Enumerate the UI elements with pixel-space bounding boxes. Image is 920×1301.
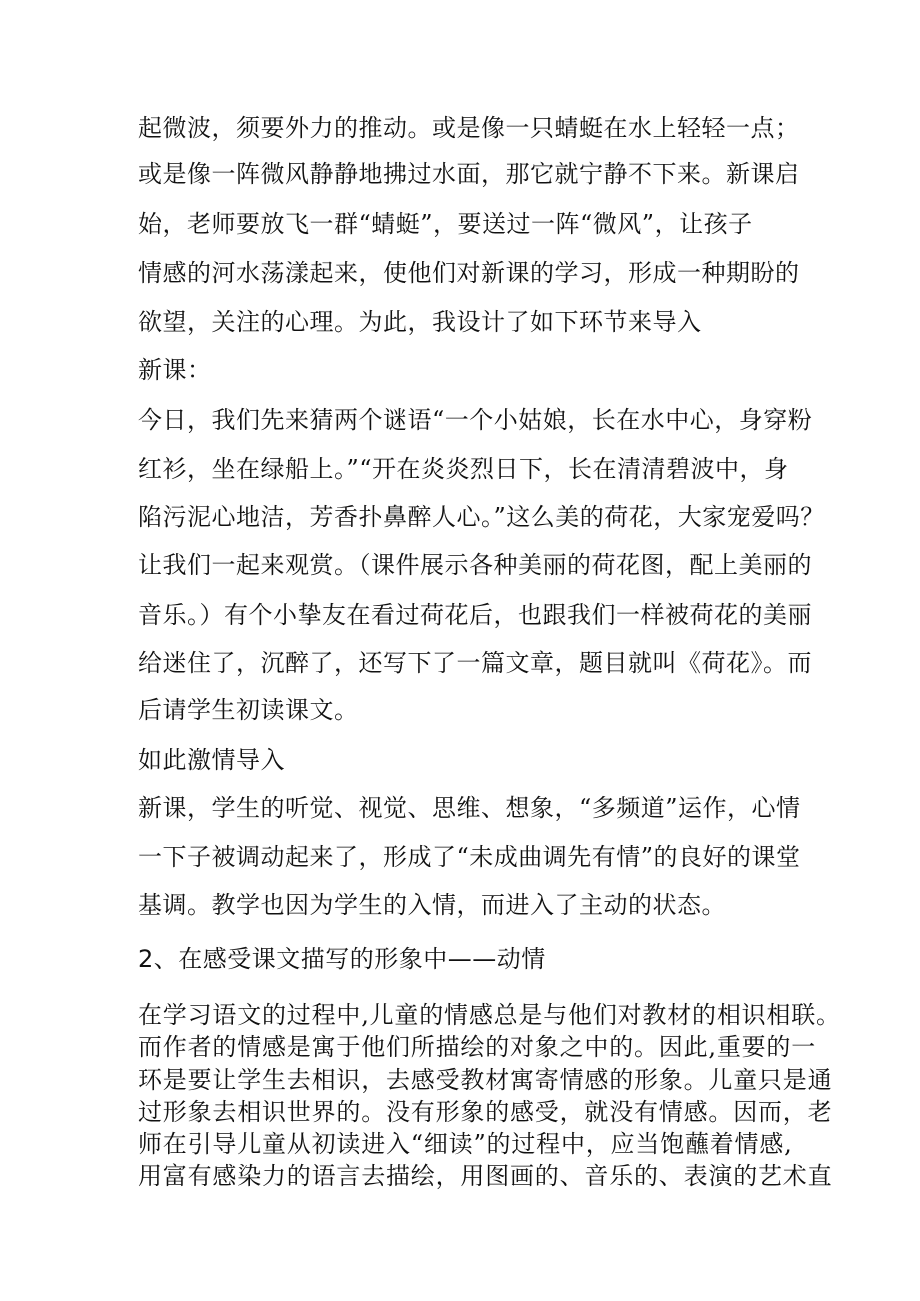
paragraph-line: 起微波，须要外力的推动。或是像一只蜻蜓在水上轻轻一点； <box>138 114 800 142</box>
paragraph-line: 而作者的情感是寓于他们所描绘的对象之中的。因此,重要的一 <box>138 1033 817 1061</box>
paragraph-line: 新课，学生的听觉、视觉、思维、想象，“多频道”运作，心情 <box>138 794 801 822</box>
paragraph-line: 音乐。）有个小挚友在看过荷花后，也跟我们一样被荷花的美丽 <box>138 601 812 629</box>
paragraph-line: 欲望，关注的心理。为此，我设计了如下环节来导入 <box>138 308 702 336</box>
paragraph-line: 后请学生初读课文。 <box>138 696 359 724</box>
paragraph-line: 过形象去相识世界的。没有形象的感受，就没有情感。因而，老 <box>138 1098 833 1126</box>
paragraph-line: 如此激情导入 <box>138 746 285 774</box>
paragraph-line: 一下子被调动起来了，形成了“未成曲调先有情”的良好的课堂 <box>138 843 801 871</box>
paragraph-line: 让我们一起来观赏。（课件展示各种美丽的荷花图，配上美丽的 <box>138 551 812 579</box>
paragraph-line: 在学习语文的过程中,儿童的情感总是与他们对教材的相识相联。 <box>138 1001 841 1029</box>
paragraph-line: 陷污泥心地洁，芳香扑鼻醉人心。”这么美的荷花，大家宠爱吗？ <box>138 503 825 531</box>
paragraph-line: 今日，我们先来猜两个谜语“一个小姑娘，长在水中心，身穿粉 <box>138 406 813 434</box>
paragraph-line: 红衫，坐在绿船上。”“开在炎炎烈日下，长在清清碧波中，身 <box>138 455 789 483</box>
paragraph-line: 新课： <box>138 356 212 384</box>
paragraph-line: 环是要让学生去相识，去感受教材寓寄情感的形象。儿童只是通 <box>138 1066 833 1094</box>
paragraph-line: 师在引导儿童从初读进入“细读”的过程中，应当饱蘸着情感, <box>138 1130 793 1158</box>
paragraph-line: 用富有感染力的语言去描绘，用图画的、音乐的、表演的艺术直 <box>138 1162 833 1190</box>
paragraph-line: 始，老师要放飞一群“蜻蜓”，要送过一阵“微风”，让孩子 <box>138 210 753 238</box>
paragraph-line: 给迷住了，沉醉了，还写下了一篇文章，题目就叫《荷花》。而 <box>138 649 812 677</box>
paragraph-line: 基调。教学也因为学生的入情，而进入了主动的状态。 <box>138 891 726 919</box>
section-heading: 2、在感受课文描写的形象中——动情 <box>138 945 546 973</box>
paragraph-line: 或是像一阵微风静静地拂过水面，那它就宁静不下来。新课启 <box>138 160 800 188</box>
paragraph-line: 情感的河水荡漾起来，使他们对新课的学习，形成一种期盼的 <box>138 259 800 287</box>
